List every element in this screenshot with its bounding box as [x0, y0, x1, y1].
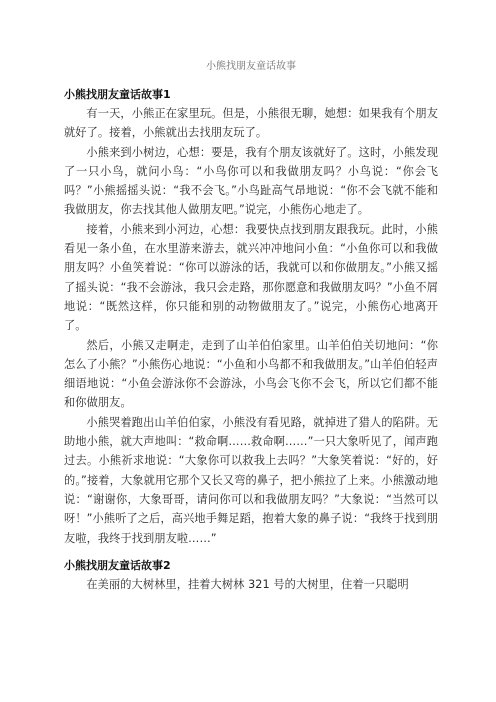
paragraph: 接着，小熊来到小河边，心想：我要快点找到朋友跟我玩。此时，小熊看见一条小鱼，在水里游来游去，就兴冲冲地问小鱼：“小鱼你可以和我做朋友吗？小鱼笑着说：“你可以游泳的话，我就可以和你做朋友。”小熊又摇了摇头说：“我不会游泳，我只会走路，那你愿意和我做朋友吗？”小鱼不屑地说：“既然这样，你只能和别的动物做朋友了。”说完，小熊伤心地离开了。 — [64, 222, 438, 333]
document-body — [64, 85, 438, 594]
document-header: 小熊找朋友童话故事 — [206, 61, 296, 72]
paragraph: 然后，小熊又走啊走，走到了山羊伯伯家里。山羊伯伯关切地问：“你怎么了小熊？”小熊伤心地说：“小鱼和小鸟都不和我做朋友。”山羊伯伯轻声细语地说：“小鱼会游泳你不会游泳，小鸟会飞你不会飞，所以它们都不能和你做朋友。 — [64, 338, 438, 410]
paragraph: 有一天，小熊正在家里玩。但是，小熊很无聊，她想：如果我有个朋友就好了。接着，小熊就出去找朋友玩了。 — [64, 107, 438, 140]
section-title: 小熊找朋友童话故事2 — [64, 558, 171, 572]
section-title: 小熊找朋友童话故事1 — [64, 88, 171, 101]
paragraph: 在美丽的大树林里，挂着大树林 321 号的大树里，住着一只聪明 — [86, 577, 409, 591]
paragraph: 小熊来到小树边，心想：要是，我有个朋友该就好了。这时，小熊发现了一只小鸟，就问小鸟：“小鸟你可以和我做朋友吗？小鸟说：“你会飞吗？”小熊摇摇头说：“我不会飞。”小鸟趾高气昂地说：“你不会飞就不能和我做朋友，你去找其他人做朋友吧。”说完，小熊伤心地走了。 — [64, 145, 438, 217]
paragraph: 小熊哭着跑出山羊伯伯家，小熊没有看见路，就掉进了猎人的陷阱。无助地小熊，就大声地叫：“救命啊……救命啊……”一只大象听见了，闻声跑过去。小熊祈求地说：“大象你可以救我上去吗？”大象笑着说：“好的，好的。”接着，大象就用它那个又长又弯的鼻子，把小熊拉了上来。小熊激动地说：“谢谢你，大象哥哥，请问你可以和我做朋友吗？”大象说：“当然可以呀！”小熊听了之后，高兴地手舞足蹈，抱着大象的鼻子说：“我终于找到朋友啦，我终于找到朋友啦……” — [64, 415, 438, 545]
